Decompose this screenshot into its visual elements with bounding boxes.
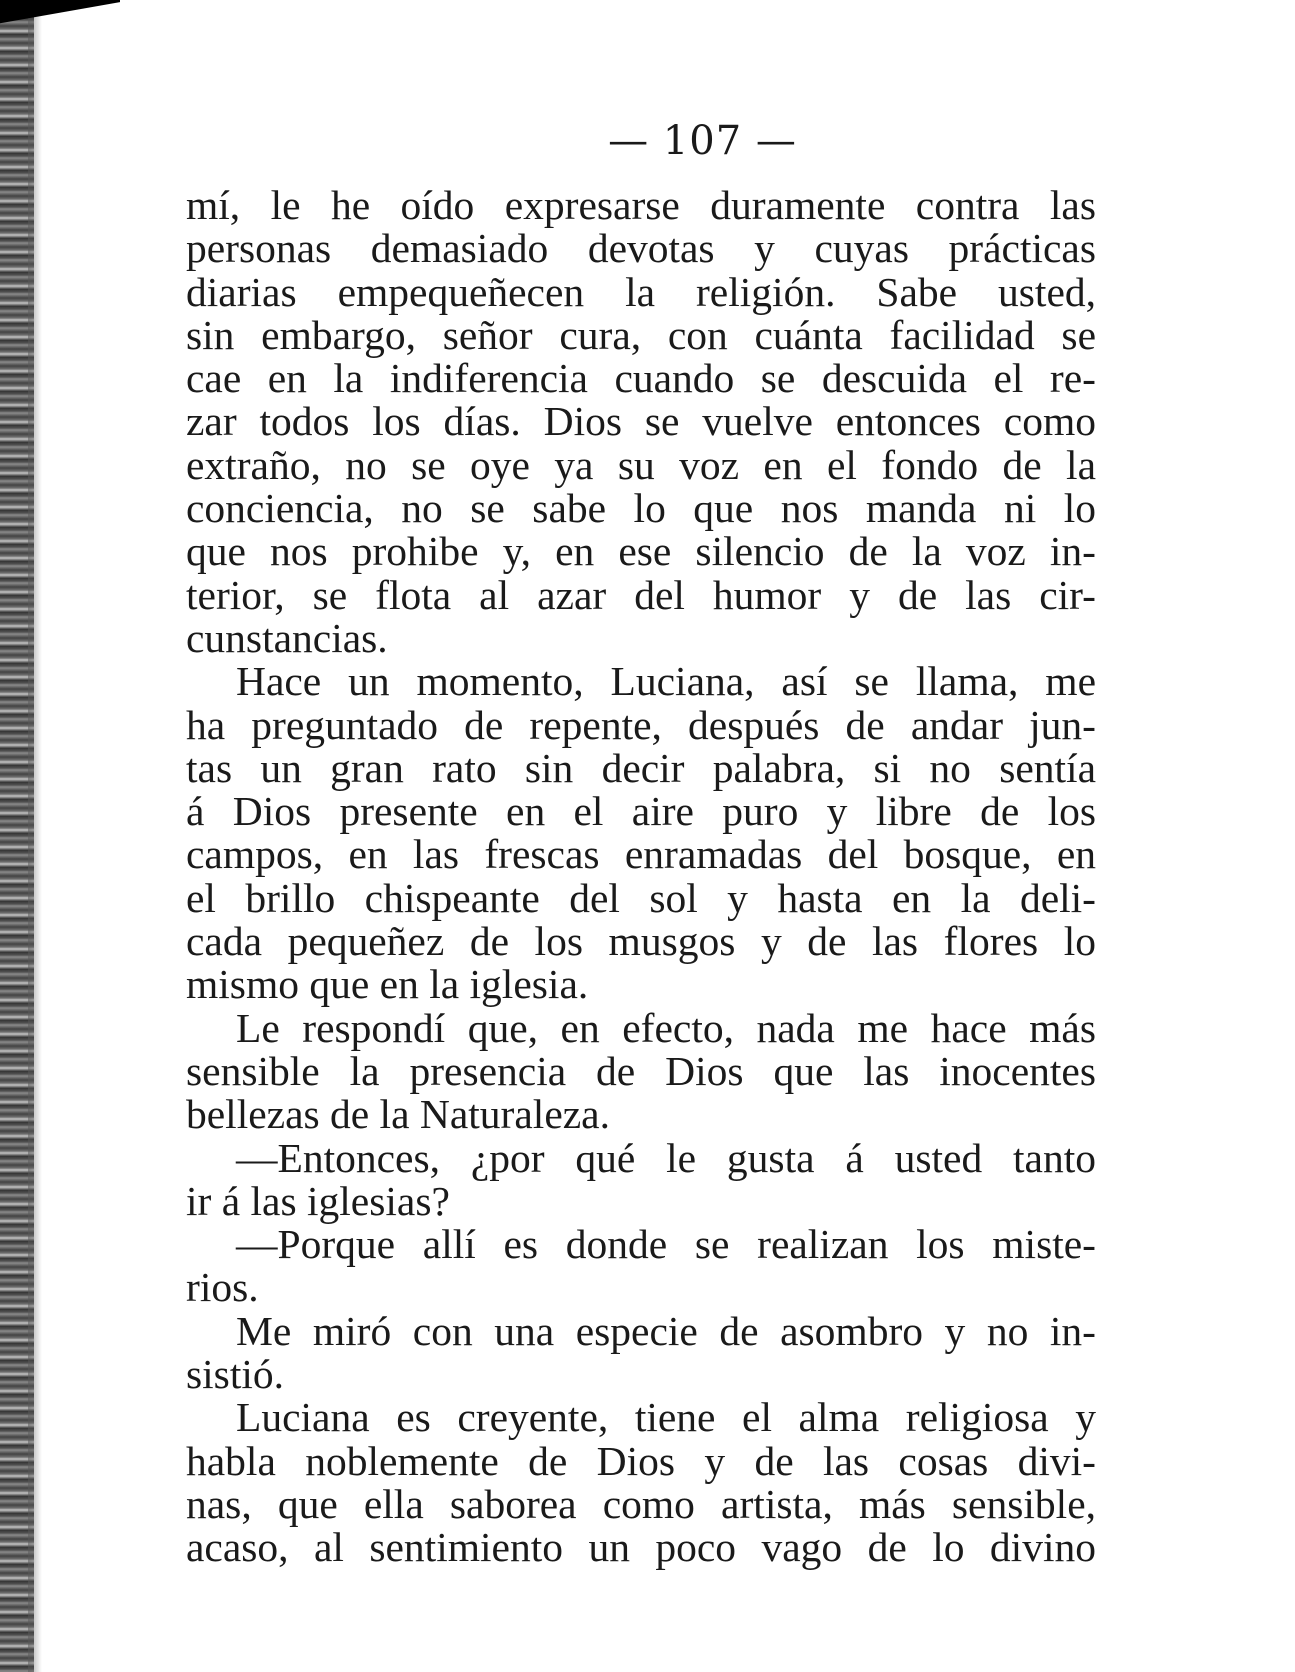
- text-line: Le respondí que, en efecto, nada me hace más: [236, 1004, 1096, 1051]
- text-line: personas demasiado devotas y cuyas prácticas: [186, 225, 1096, 272]
- text-line: tas un gran rato sin decir palabra, si no sentía: [186, 744, 1096, 791]
- text-line: sensible la presencia de Dios que las inocentes: [186, 1047, 1096, 1094]
- text-line: cae en la indiferencia cuando se descuida el re-: [186, 355, 1096, 402]
- text-line: ir á las iglesias?: [186, 1177, 450, 1224]
- text-line: diarias empequeñecen la religión. Sabe usted,: [186, 268, 1096, 315]
- text-line: terior, se flota al azar del humor y de las cir-: [186, 571, 1096, 618]
- text-line: sin embargo, señor cura, con cuánta facilidad se: [186, 311, 1096, 358]
- text-line: acaso, al sentimiento un poco vago de lo divino: [186, 1524, 1096, 1571]
- text-line: mismo que en la iglesia.: [186, 961, 589, 1008]
- text-line: ha preguntado de repente, después de andar jun-: [186, 701, 1096, 748]
- text-line: Luciana es creyente, tiene el alma religiosa y: [236, 1394, 1096, 1441]
- text-line: sistió.: [186, 1351, 285, 1398]
- text-line: —Porque allí es donde se realizan los miste-: [236, 1221, 1096, 1268]
- text-line: campos, en las frescas enramadas del bosque, en: [186, 831, 1096, 878]
- page-number: — 107 —: [608, 118, 797, 164]
- text-line: habla noblemente de Dios y de las cosas divi-: [186, 1437, 1096, 1484]
- text-line: rios.: [186, 1264, 259, 1311]
- text-line: mí, le he oído expresarse duramente contra las: [186, 182, 1096, 228]
- text-line: á Dios presente en el aire puro y libre de los: [186, 788, 1096, 835]
- scan-corner-mark: [0, 0, 120, 30]
- text-line: conciencia, no se sabe lo que nos manda ni lo: [186, 485, 1096, 532]
- text-line: —Entonces, ¿por qué le gusta á usted tanto: [236, 1134, 1096, 1181]
- text-line: nas, que ella saborea como artista, más sensible,: [186, 1480, 1096, 1527]
- text-line: que nos prohibe y, en ese silencio de la voz in-: [186, 528, 1096, 575]
- text-line: cada pequeñez de los musgos y de las flores lo: [186, 918, 1096, 965]
- text-line: bellezas de la Naturaleza.: [186, 1091, 610, 1138]
- text-line: el brillo chispeante del sol y hasta en la deli-: [186, 874, 1096, 921]
- text-line: Hace un momento, Luciana, así se llama, me: [236, 658, 1096, 705]
- text-line: extraño, no se oye ya su voz en el fondo de la: [186, 441, 1096, 488]
- page-text-body: [186, 184, 1096, 1570]
- text-line: Me miró con una especie de asombro y no in-: [236, 1307, 1096, 1354]
- book-binding-edge: [0, 0, 34, 1672]
- text-line: zar todos los días. Dios se vuelve entonces como: [186, 398, 1096, 445]
- text-line: cunstancias.: [186, 614, 388, 661]
